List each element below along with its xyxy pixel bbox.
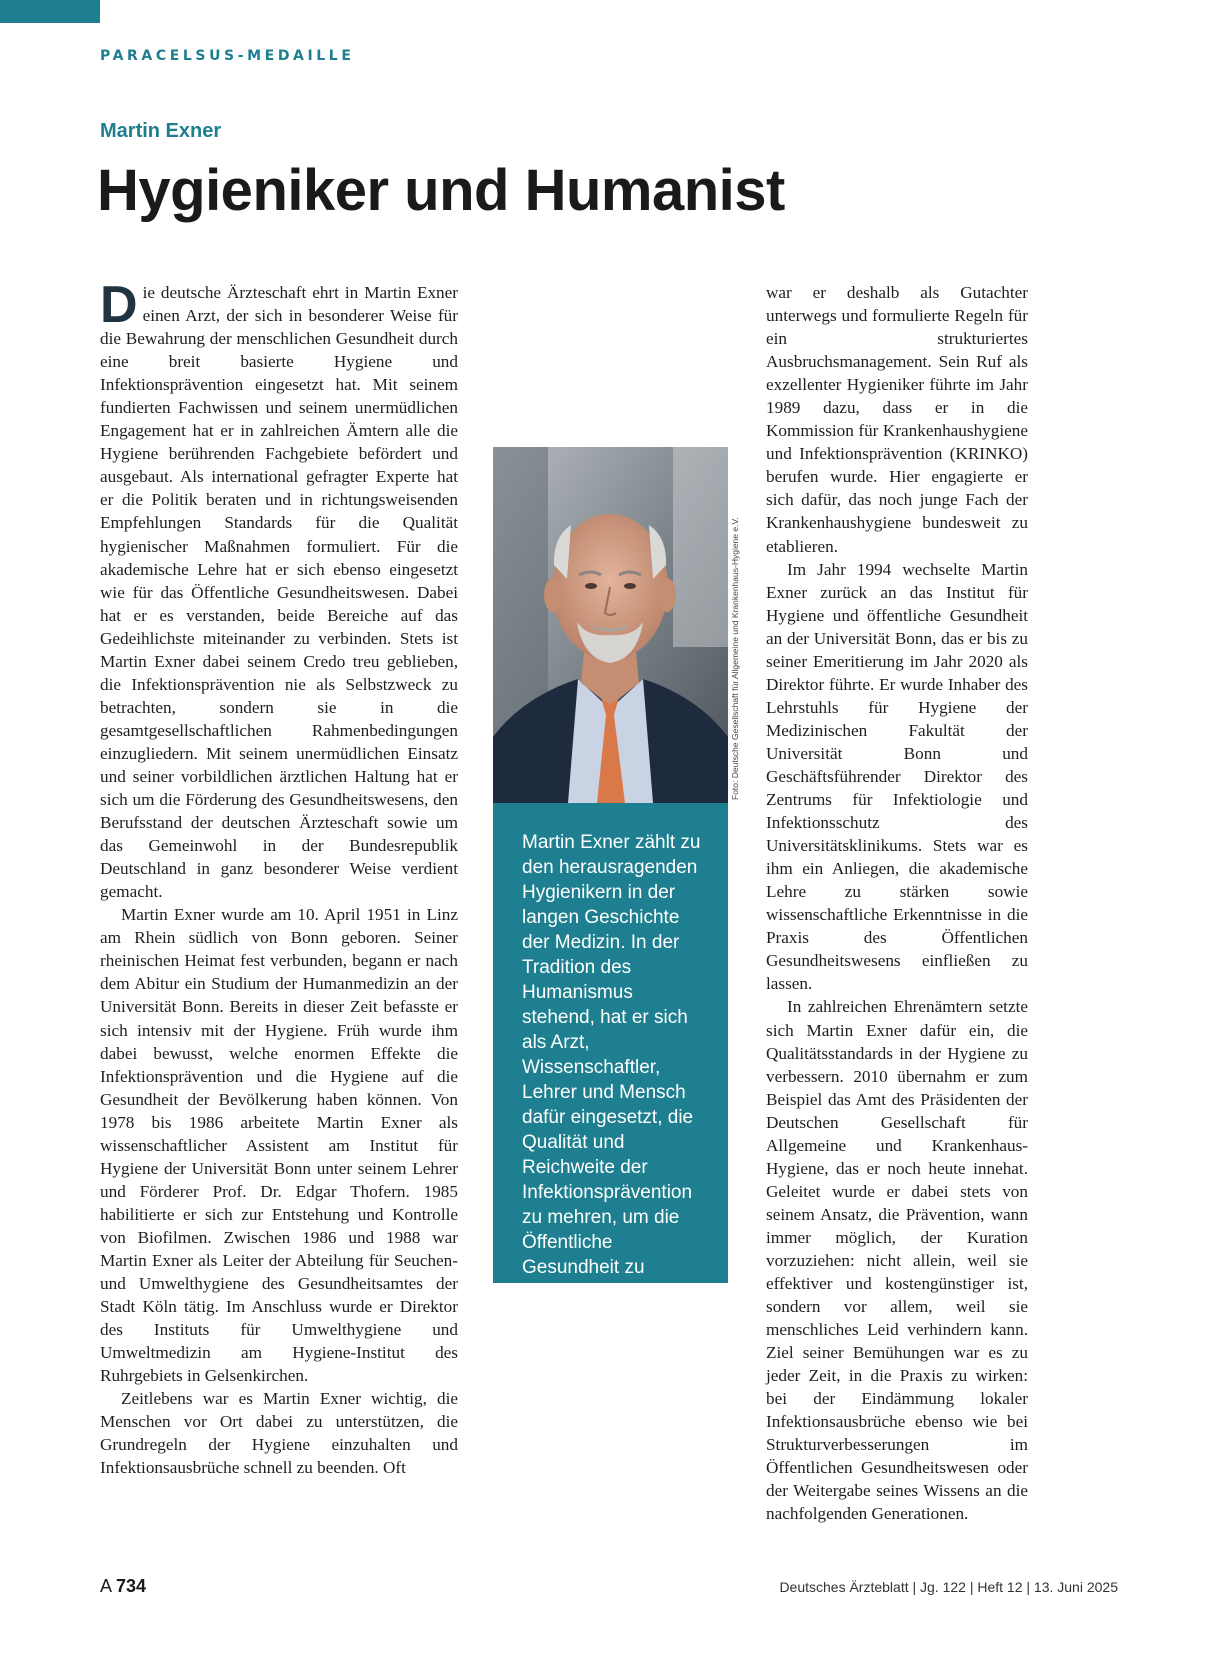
article-paragraph-6: In zahlreichen Ehrenämtern setzte sich Martin Exner dafür ein, die Qualitätsstandards in der Hygiene zu verbessern. 2010 übernahm er zum Beispiel das Amt des Präsidenten der Deutschen Gesellschaft für Allgemeine und Krankenhaus-Hygiene, das er noch heute innehat. Geleitet wurde er dabei stets von seinem Ansatz, die Prävention, wann immer möglich, der Kuration vorzuziehen: nicht allein, weil sie effektiver und kostengünstiger ist, sondern vor allem, weil sie menschliches Leid verhindern kann. Ziel seiner Bemühungen war es zu jeder Zeit, in die Praxis zu wirken: bei der Eindämmung lokaler Infektionsausbrüche ebenso wie bei Strukturverbesserungen im Öffentlichen Gesundheitswesen oder der Weitergabe seines Wissens an die nachfolgenden Generationen. bbox=[766, 997, 1028, 1524]
portrait-photo bbox=[493, 447, 728, 803]
article-paragraph-1 bbox=[100, 276, 458, 903]
author-name: Martin Exner bbox=[100, 120, 222, 142]
journal-info: Deutsches Ärzteblatt | Jg. 122 | Heft 12 | 13. Juni 2025 bbox=[779, 1579, 1118, 1595]
article-paragraph-3: Zeitlebens war es Martin Exner wichtig, die Menschen vor Ort dabei zu unterstützen, die Grundregeln der Hygiene einzuhalten und Infektionsausbrüche schnell zu beenden. Oft bbox=[100, 1389, 458, 1478]
header-accent-bar bbox=[0, 0, 100, 23]
page-folio bbox=[100, 1576, 146, 1597]
article-right-column bbox=[766, 281, 1028, 1526]
article-paragraph-5: Im Jahr 1994 wechselte Martin Exner zurück an das Institut für Hygiene und öffentliche Gesundheit an der Universität Bonn, das er bis zu seiner Emeritierung im Jahr 2020 als Direktor führte. Er wurde Inhaber des Lehrstuhls für Hygiene der Medizinischen Fakultät der Universität Bonn und Geschäftsführender Direktor des Zentrums für Infektiologie und Infektionsschutz des Universitätsklinikums. Stets war es ihm ein Anliegen, die akademische Lehre zu stärken sowie wissenschaftliche Erkenntnisse in die Praxis des Öffentlichen Gesundheitswesens einfließen zu lassen. bbox=[766, 559, 1028, 994]
article-left-column bbox=[100, 276, 458, 1479]
pullquote-text: Martin Exner zählt zu den herausragenden Hygienikern in der langen Geschichte der Medizin. In der Tradition des Humanismus stehend, hat er sich als Arzt, Wissenschaftler, Lehrer und Mensch dafür eingesetzt, die Qualität und Reichweite der Infektionsprävention zu mehren, um die Öffentliche Gesundheit zu stärken. bbox=[522, 832, 701, 1303]
article-paragraph-2: Martin Exner wurde am 10. April 1951 in Linz am Rhein südlich von Bonn geboren. Seiner rheinischen Heimat fest verbunden, begann er nach dem Abitur ein Studium der Humanmedizin an der Universität Bonn. Bereits in dieser Zeit befasste er sich intensiv mit der Hygiene. Früh wurde ihm dabei bewusst, welche enormen Effekte die Infektionsprävention und die Hygiene auf die Gesundheit der Bevölkerung haben können. Von 1978 bis 1986 arbeitete Martin Exner als wissenschaftlicher Assistent am Institut für Hygiene der Universität Bonn unter seinem Lehrer und Förderer Prof. Dr. Edgar Thofern. 1985 habilitierte er sich zur Entstehung und Kontrolle von Biofilmen. Zwischen 1986 und 1988 war Martin Exner als Leiter der Abteilung für Seuchen- und Umwelthygiene des Gesundheitsamtes der Stadt Köln tätig. Im Anschluss wurde er Direktor des Instituts für Umwelthygiene und Umweltmedizin am Hygiene-Institut des Ruhrgebiets in Gelsenkirchen. bbox=[100, 905, 458, 1386]
pullquote-box bbox=[493, 803, 728, 1303]
article-paragraph-4: war er deshalb als Gutachter unterwegs und formulierte Regeln für ein strukturiertes Ausbruchsmanagement. Sein Ruf als exzellenter Hygieniker führte im Jahr 1989 dazu, dass er in die Kommission für Krankenhaushygiene und Infektionsprävention (KRINKO) berufen wurde. Hier engagierte er sich dafür, das noch junge Fach der Krankenhaushygiene bundesweit zu etablieren. bbox=[766, 283, 1028, 556]
page-prefix: A bbox=[100, 1576, 112, 1596]
section-label: PARACELSUS-MEDAILLE bbox=[100, 48, 355, 64]
page-number: 734 bbox=[116, 1576, 147, 1596]
paragraph-1-text: ie deutsche Ärzteschaft ehrt in Martin Exner einen Arzt, der sich in besonderer Weise für die Bewahrung der menschlichen Gesundheit durch eine breit basierte Hygiene und Infektionsprävention eingesetzt hat. Mit seinem fundierten Fachwissen und seinem unermüdlichen Engagement hat er in zahlreichen Ämtern alle die Hygiene berührenden Fachgebiete befördert und ausgebaut. Als international gefragter Experte hat er die Politik beraten und in richtungsweisenden Empfehlungen Standards für die Qualität hygienischer Maßnahmen formuliert. Für die akademische Lehre hat er sich ebenso eingesetzt wie für das Öffentliche Gesundheitswesen. Dabei hat er es verstanden, beide Bereiche auf das Gedeihlichste miteinander zu verbinden. Stets ist Martin Exner dabei seinem Credo treu geblieben, die Infektionsprävention nie als Selbstzweck zu betrachten, sondern sie in die gesamtgesellschaftlichen Rahmenbedingungen einzugliedern. Mit seinem unermüdlichen Einsatz und seiner vorbildlichen ärztlichen Haltung hat er sich um die Förderung des Gesundheitswesens, den Berufsstand der deutschen Ärzteschaft sowie um das Gemeinwohl in der Bundesrepublik Deutschland in ganz besonderer Weise verdient gemacht. bbox=[100, 283, 458, 902]
dropcap: D bbox=[100, 276, 138, 334]
photo-credit: Foto: Deutsche Gesellschaft für Allgemeine und Krankenhaus-Hygiene e.V. bbox=[730, 517, 740, 800]
portrait-illustration bbox=[493, 447, 728, 803]
article-title: Hygieniker und Humanist bbox=[97, 158, 785, 223]
